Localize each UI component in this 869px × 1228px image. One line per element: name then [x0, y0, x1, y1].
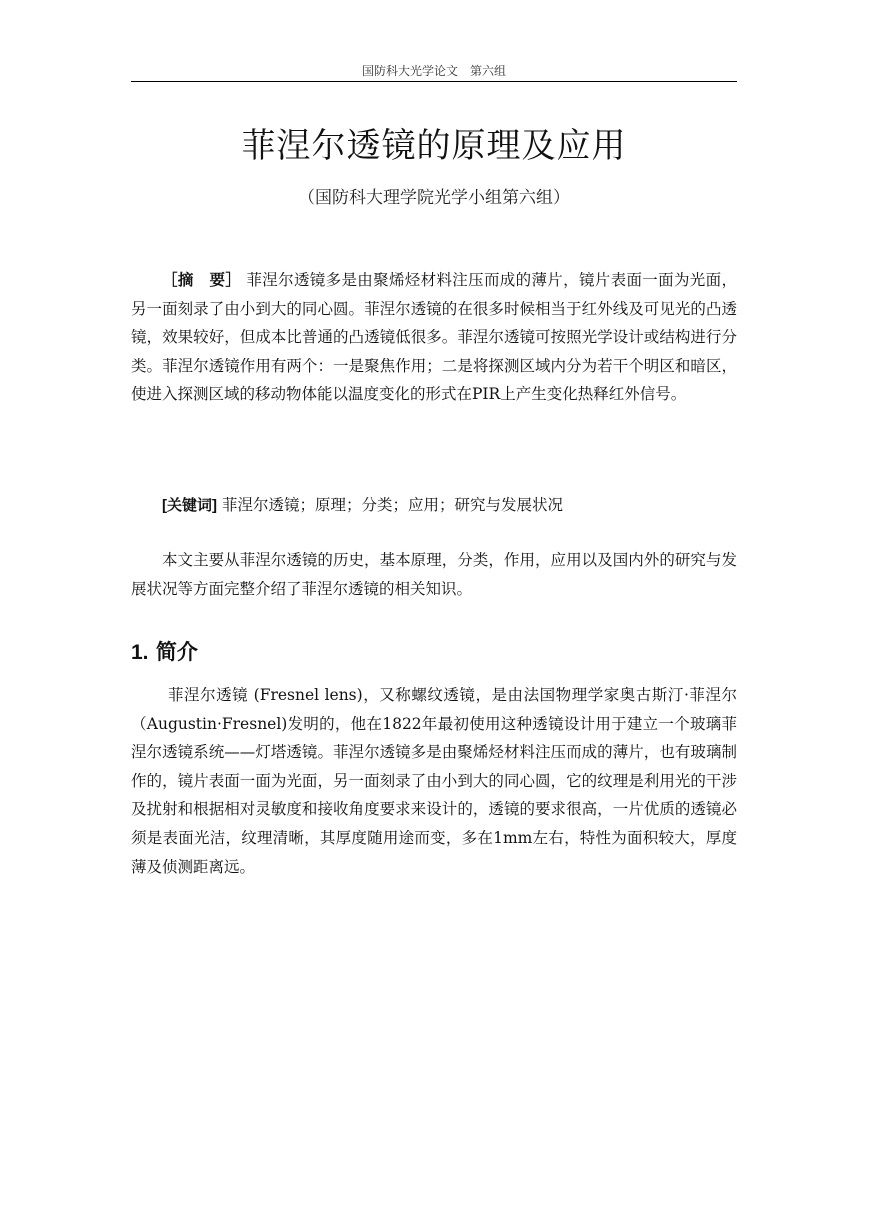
section-number: 1. [131, 641, 149, 664]
keywords-paragraph [131, 491, 737, 521]
intro-paragraph: 本文主要从菲涅尔透镜的历史，基本原理，分类，作用，应用以及国内外的研究与发展状况等方面完整介绍了菲涅尔透镜的相关知识。 [131, 551, 737, 598]
paper-title: 菲涅尔透镜的原理及应用 [241, 126, 627, 166]
keywords-label: [关键词] [162, 497, 217, 514]
section-body: 菲涅尔透镜 (Fresnel lens)，又称螺纹透镜，是由法国物理学家奥古斯汀·菲涅尔（Augustin·Fresnel)发明的，他在1822年最初使用这种透镜设计用于建立一个玻璃菲涅尔透镜系统——灯塔透镜。菲涅尔透镜多是由聚烯烃材料注压而成的薄片，也有玻璃制作的，镜片表面一面为光面，另一面刻录了由小到大的同心圆，它的纹理是利用光的干涉及扰射和根据相对灵敏度和接收角度要求来设计的，透镜的要求很高，一片优质的透镜必须是表面光洁，纹理清晰，其厚度随用途而变，多在1mm左右，特性为面积较大，厚度薄及侦测距离远。 [131, 686, 737, 876]
section-title: 简介 [155, 639, 198, 664]
abstract-paragraph [131, 266, 737, 409]
abstract-text: 菲涅尔透镜多是由聚烯烃材料注压而成的薄片，镜片表面一面为光面，另一面刻录了由小到大的同心圆。菲涅尔透镜的在很多时候相当于红外线及可见光的凸透镜，效果较好，但成本比普通的凸透镜低很多。菲涅尔透镜可按照光学设计或结构进行分类。菲涅尔透镜作用有两个：一是聚焦作用；二是将探测区域内分为若干个明区和暗区，使进入探测区域的移动物体能以温度变化的形式在PIR上产生变化热释红外信号。 [131, 271, 737, 404]
section-heading [131, 636, 198, 666]
running-header: 国防科大光学论文 第六组 [361, 64, 506, 78]
abstract-label: ［摘 要］ [162, 270, 242, 289]
header-divider [131, 81, 737, 82]
keywords-text: 菲涅尔透镜；原理；分类；应用；研究与发展状况 [221, 496, 563, 514]
paper-affiliation: （国防科大理学院光学小组第六组） [298, 188, 570, 208]
